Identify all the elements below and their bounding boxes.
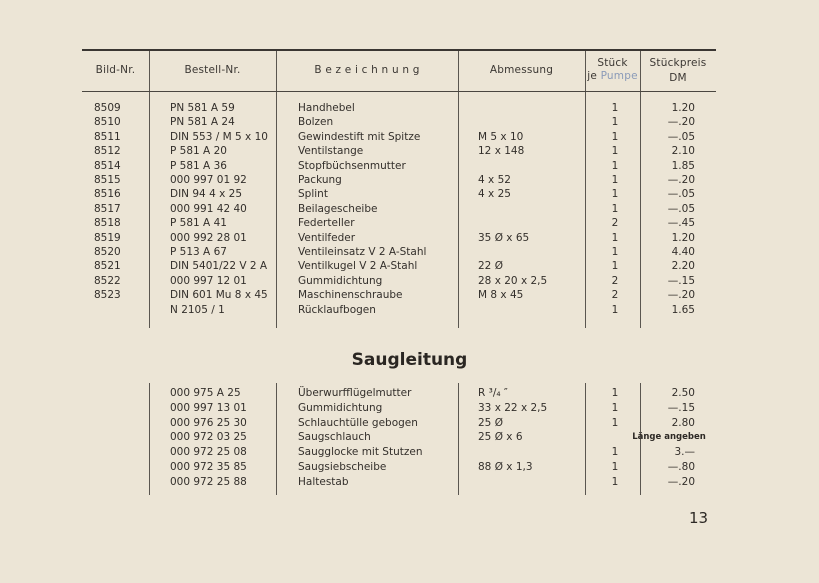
abmessung-cell: 4 x 52 xyxy=(478,174,511,186)
bezeichnung-cell: Schlauchtülle gebogen xyxy=(298,416,418,429)
bezeichnung-cell: Maschinenschraube xyxy=(298,289,403,302)
column-divider xyxy=(149,92,150,328)
bestell-nr-cell: 000 972 03 25 xyxy=(170,431,247,444)
abmessung-cell: 28 x 20 x 2,5 xyxy=(478,274,548,287)
table-top-rule xyxy=(82,49,716,51)
preis-cell: 4.40 xyxy=(671,246,695,258)
abmessung-cell: 22 Ø xyxy=(478,260,503,273)
abmessung-cell: 88 Ø x 1,3 xyxy=(478,461,533,473)
abmessung-cell: 33 x 22 x 2,5 xyxy=(478,401,548,414)
preis-cell: 1.20 xyxy=(671,231,695,244)
column-divider xyxy=(585,92,586,328)
bezeichnung-cell: Beilagescheibe xyxy=(298,202,378,215)
stueck-cell: 1 xyxy=(611,102,619,114)
header-dm: DM xyxy=(669,72,687,84)
column-divider xyxy=(585,383,586,495)
table-header-rule xyxy=(82,91,716,92)
bestell-nr-cell: 000 975 A 25 xyxy=(170,387,241,399)
stueck-cell: 2 xyxy=(611,274,619,287)
bild-nr-cell: 8509 xyxy=(94,102,121,114)
bestell-nr-cell: 000 997 12 01 xyxy=(170,274,247,287)
stueck-cell: 1 xyxy=(611,145,619,158)
column-divider xyxy=(458,383,459,495)
column-divider xyxy=(276,383,277,495)
stueck-cell: 1 xyxy=(611,416,619,429)
bestell-nr-cell: 000 976 25 30 xyxy=(170,416,247,429)
stueck-cell: 1 xyxy=(611,475,619,488)
bild-nr-cell: 8510 xyxy=(94,116,121,129)
header-bezeichnung: B e z e i c h n u n g xyxy=(314,64,420,76)
bestell-nr-cell: 000 997 13 01 xyxy=(170,401,247,414)
stueck-cell: 1 xyxy=(611,387,619,399)
column-divider xyxy=(149,383,150,495)
abmessung-cell: 25 Ø xyxy=(478,416,503,429)
bezeichnung-cell: Gummidichtung xyxy=(298,401,383,414)
preis-cell: —.20 xyxy=(667,475,695,488)
bestell-nr-cell: DIN 601 Mu 8 x 45 xyxy=(170,289,268,302)
abmessung-cell: M 5 x 10 xyxy=(478,130,524,143)
header-pumpe: Pumpe xyxy=(600,70,638,82)
bezeichnung-cell: Packung xyxy=(298,174,342,186)
header-stueckpreis: Stückpreis xyxy=(649,57,707,69)
header-bestell-nr: Bestell-Nr. xyxy=(184,64,241,76)
bezeichnung-cell: Saugschlauch xyxy=(298,431,371,444)
bezeichnung-cell: Gummidichtung xyxy=(298,274,383,287)
bild-nr-cell: 8515 xyxy=(94,174,121,186)
stueck-cell: 2 xyxy=(611,217,619,230)
abmessung-cell: 25 Ø x 6 xyxy=(478,431,523,444)
bezeichnung-cell: Ventilstange xyxy=(298,145,364,158)
bestell-nr-cell: DIN 553 / M 5 x 10 xyxy=(170,130,268,143)
preis-cell: —.05 xyxy=(667,202,695,215)
stueck-cell: 1 xyxy=(611,130,619,143)
preis-cell: 2.50 xyxy=(671,387,695,399)
preis-cell: —.05 xyxy=(667,188,695,201)
header-stueck-je-pumpe xyxy=(585,70,640,82)
stueck-cell: 1 xyxy=(611,159,619,172)
stueck-cell: 1 xyxy=(611,174,619,186)
stueck-cell: 2 xyxy=(611,289,619,302)
bezeichnung-cell: Saugglocke mit Stutzen xyxy=(298,446,423,459)
bild-nr-cell: 8521 xyxy=(94,260,121,273)
bezeichnung-cell: Federteller xyxy=(298,217,355,230)
preis-cell: —.20 xyxy=(667,116,695,129)
header-abmessung: Abmessung xyxy=(489,64,554,76)
column-divider xyxy=(640,92,641,328)
bestell-nr-cell: 000 972 35 85 xyxy=(170,461,247,473)
stueck-cell: 1 xyxy=(611,461,619,473)
preis-cell: 1.65 xyxy=(671,303,695,316)
bestell-nr-cell: 000 972 25 88 xyxy=(170,475,247,488)
bestell-nr-cell: 000 997 01 92 xyxy=(170,174,247,186)
bezeichnung-cell: Überwurfflügelmutter xyxy=(298,387,412,399)
bild-nr-cell: 8516 xyxy=(94,188,121,201)
bestell-nr-cell: PN 581 A 24 xyxy=(170,116,235,129)
bild-nr-cell: 8522 xyxy=(94,274,121,287)
length-note: Länge angeben xyxy=(632,432,706,442)
stueck-cell: 1 xyxy=(611,401,619,414)
preis-cell: —.05 xyxy=(667,130,695,143)
bild-nr-cell: 8523 xyxy=(94,289,121,302)
stueck-cell: 1 xyxy=(611,202,619,215)
header-je: je xyxy=(587,70,598,82)
bezeichnung-cell: Handhebel xyxy=(298,102,355,114)
bild-nr-cell: 8517 xyxy=(94,202,121,215)
preis-cell: 1.20 xyxy=(671,102,695,114)
preis-cell: 2.20 xyxy=(671,260,695,273)
bezeichnung-cell: Ventileinsatz V 2 A-Stahl xyxy=(298,246,427,258)
bestell-nr-cell: 000 991 42 40 xyxy=(170,202,247,215)
preis-cell: —.15 xyxy=(667,401,695,414)
abmessung-cell: 35 Ø x 65 xyxy=(478,231,530,244)
bezeichnung-cell: Stopfbüchsenmutter xyxy=(298,159,406,172)
preis-cell: —.20 xyxy=(667,174,695,186)
bezeichnung-cell: Saugsiebscheibe xyxy=(298,461,387,473)
bezeichnung-cell: Gewindestift mit Spitze xyxy=(298,130,421,143)
abmessung-cell: M 8 x 45 xyxy=(478,289,524,302)
bestell-nr-cell: P 581 A 41 xyxy=(170,217,227,230)
abmessung-cell: 4 x 25 xyxy=(478,188,511,201)
bild-nr-cell: 8514 xyxy=(94,159,121,172)
abmessung-cell: R ³/₄ ″ xyxy=(478,387,508,399)
column-divider xyxy=(276,92,277,328)
bestell-nr-cell: DIN 94 4 x 25 xyxy=(170,188,243,201)
preis-cell: 2.80 xyxy=(671,416,695,429)
preis-cell: 2.10 xyxy=(671,145,695,158)
bild-nr-cell: 8520 xyxy=(94,246,121,258)
bild-nr-cell: 8518 xyxy=(94,217,121,230)
preis-cell: —.15 xyxy=(667,274,695,287)
stueck-cell: 1 xyxy=(611,303,619,316)
bestell-nr-cell: 000 992 28 01 xyxy=(170,231,247,244)
bestell-nr-cell: 000 972 25 08 xyxy=(170,446,247,459)
bestell-nr-cell: N 2105 / 1 xyxy=(170,303,225,316)
bezeichnung-cell: Splint xyxy=(298,188,328,201)
bild-nr-cell: 8511 xyxy=(94,130,121,143)
bestell-nr-cell: P 581 A 20 xyxy=(170,145,227,158)
abmessung-cell: 12 x 148 xyxy=(478,145,525,158)
stueck-cell: 1 xyxy=(611,446,619,459)
preis-cell: 3.— xyxy=(674,446,695,459)
bestell-nr-cell: PN 581 A 59 xyxy=(170,102,235,114)
bestell-nr-cell: DIN 5401/22 V 2 A xyxy=(170,260,268,273)
page-number: 13 xyxy=(689,509,709,527)
bestell-nr-cell: P 581 A 36 xyxy=(170,159,227,172)
bild-nr-cell: 8519 xyxy=(94,231,121,244)
bild-nr-cell: 8512 xyxy=(94,145,121,158)
bestell-nr-cell: P 513 A 67 xyxy=(170,246,227,258)
section-title-saugleitung: Saugleitung xyxy=(351,350,468,370)
bezeichnung-cell: Ventilkugel V 2 A-Stahl xyxy=(298,260,418,273)
bezeichnung-cell: Ventilfeder xyxy=(298,231,356,244)
preis-cell: —.45 xyxy=(667,217,695,230)
bezeichnung-cell: Bolzen xyxy=(298,116,334,129)
preis-cell: —.80 xyxy=(667,461,695,473)
stueck-cell: 1 xyxy=(611,246,619,258)
bezeichnung-cell: Rücklaufbogen xyxy=(298,303,376,316)
header-stueck: Stück xyxy=(597,57,628,69)
column-divider xyxy=(458,92,459,328)
preis-cell: —.20 xyxy=(667,289,695,302)
header-bild-nr: Bild-Nr. xyxy=(95,64,136,76)
stueck-cell: 1 xyxy=(611,116,619,129)
bezeichnung-cell: Haltestab xyxy=(298,475,349,488)
stueck-cell: 1 xyxy=(611,188,619,201)
stueck-cell: 1 xyxy=(611,260,619,273)
preis-cell: 1.85 xyxy=(671,159,695,172)
stueck-cell: 1 xyxy=(611,231,619,244)
